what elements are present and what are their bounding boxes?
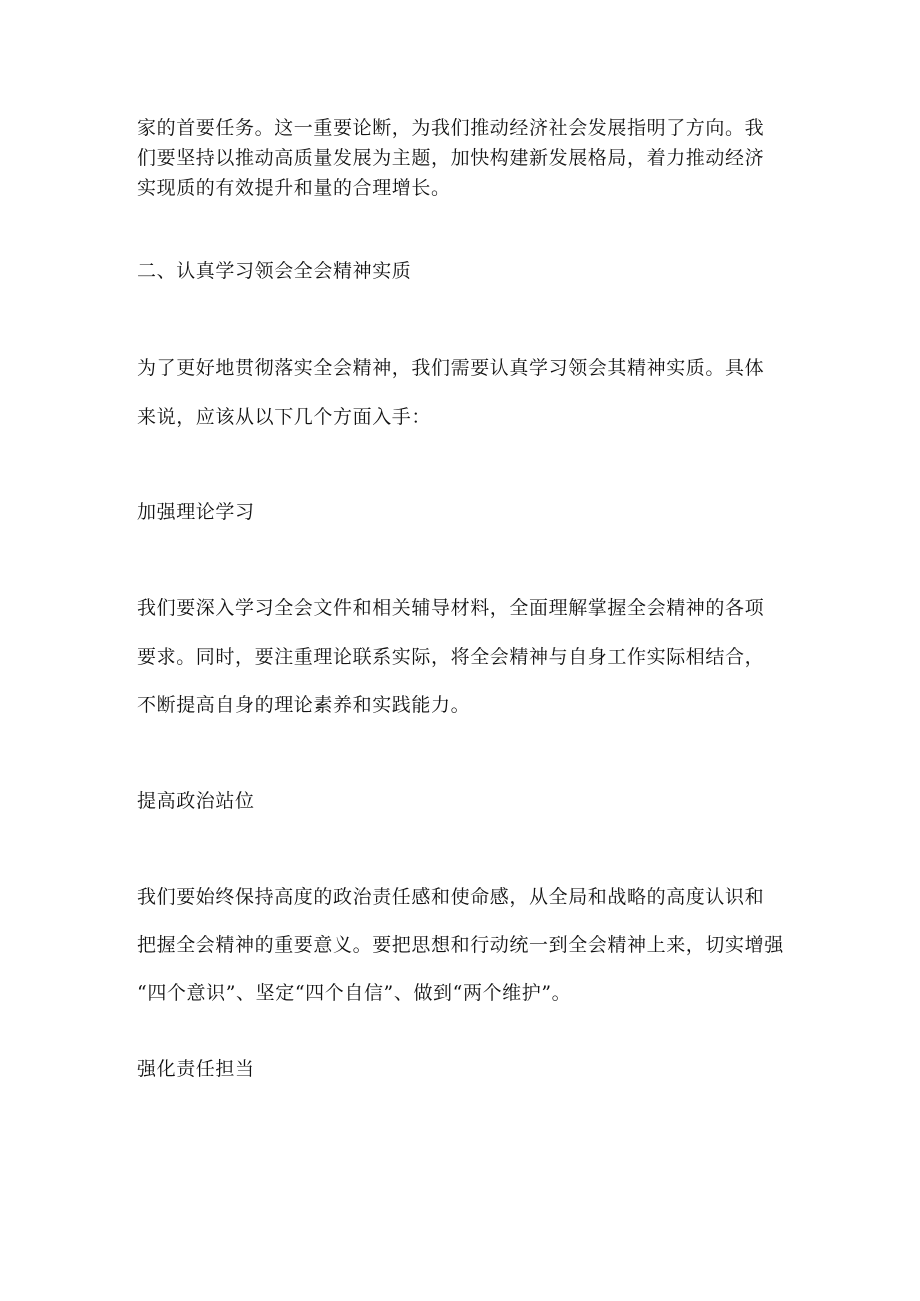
paragraph-intro-line-3: 实现质的有效提升和量的合理增长。 [137,177,451,199]
paragraph-sub1-line-1: 我们要深入学习全会文件和相关辅导材料，全面理解掌握全会精神的各项 [137,597,765,619]
subheading-responsibility: 强化责任担当 [137,1058,255,1080]
paragraph-intro-line-1: 家的首要任务。这一重要论断，为我们推动经济社会发展指明了方向。我 [137,117,765,139]
paragraph-section-line-1: 为了更好地贯彻落实全会精神，我们需要认真学习领会其精神实质。具体 [137,357,765,379]
paragraph-sub2-line-1: 我们要始终保持高度的政治责任感和使命感，从全局和战略的高度认识和 [137,886,765,908]
subheading-theory-study: 加强理论学习 [137,501,255,523]
paragraph-section-line-2: 来说，应该从以下几个方面入手： [137,406,432,428]
paragraph-sub2-line-2: 把握全会精神的重要意义。要把思想和行动统一到全会精神上来，切实增强 [137,934,784,956]
section-heading: 二、认真学习领会全会精神实质 [137,260,412,282]
paragraph-intro-line-2: 们要坚持以推动高质量发展为主题，加快构建新发展格局，着力推动经济 [137,147,765,169]
paragraph-sub1-line-2: 要求。同时，要注重理论联系实际，将全会精神与自身工作实际相结合， [137,646,765,668]
paragraph-sub1-line-3: 不断提高自身的理论素养和实践能力。 [137,694,471,716]
subheading-political-stance: 提高政治站位 [137,790,255,812]
paragraph-sub2-line-3: “四个意识”、坚定“四个自信”、做到“两个维护”。 [137,982,572,1004]
